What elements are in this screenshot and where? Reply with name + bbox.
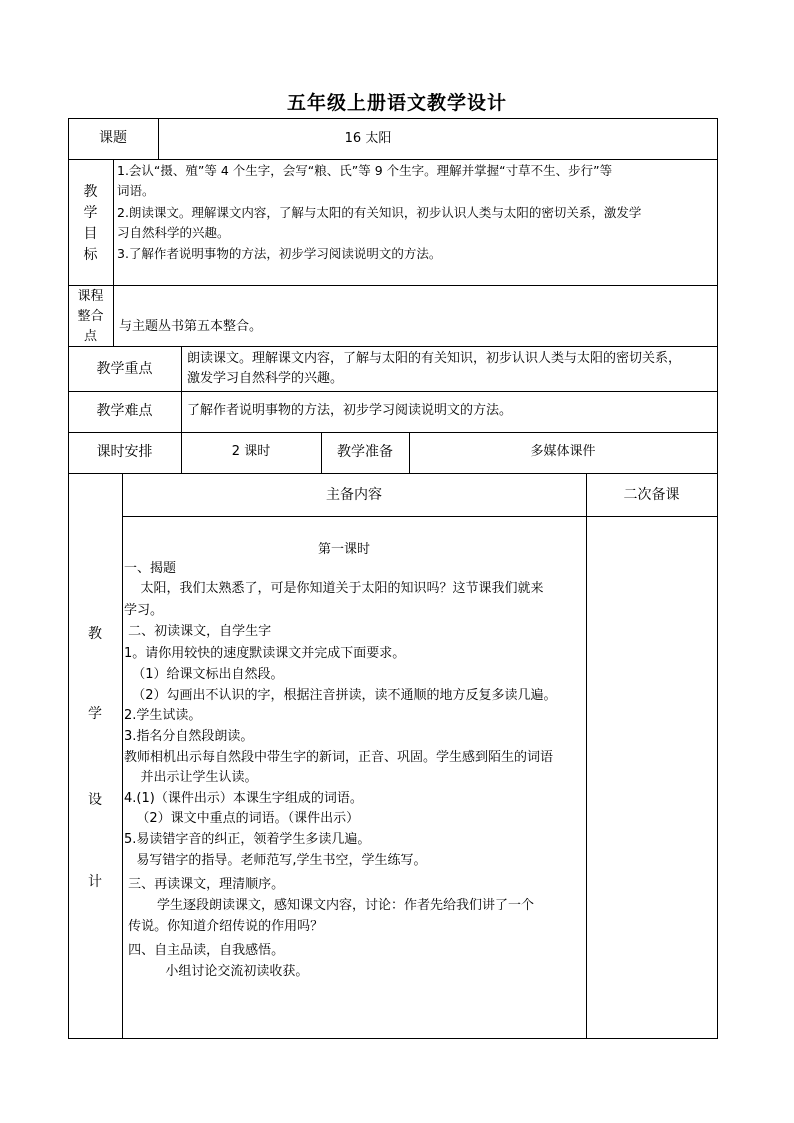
key-points-line: 朗读课文。理解课文内容，了解与太阳的有关知识，初步认识人类与太阳的密切关系， (187, 351, 682, 366)
objectives-line: 3.了解作者说明事物的方法，初步学习阅读说明文的方法。 (117, 246, 442, 261)
row-divider (68, 159, 718, 160)
design-line: 1。请你用较快的速度默读课文并完成下面要求。 (124, 646, 406, 661)
difficulties-value: 了解作者说明事物的方法，初步学习阅读说明文的方法。 (187, 403, 513, 418)
objectives-label-char: 学 (83, 205, 98, 221)
row-divider (68, 391, 718, 392)
objectives-label-char: 标 (83, 247, 98, 263)
design-line: 二、初读课文，自学生字 (124, 624, 272, 639)
integration-label-line: 整合 (77, 309, 104, 324)
col-divider (586, 473, 587, 1039)
key-points-label: 教学重点 (96, 361, 153, 377)
table-border-bottom (68, 1038, 718, 1039)
objectives-line: 2.朗读课文。理解课文内容，了解与太阳的有关知识，初步认识人类与太阳的密切关系，激发学 (117, 205, 642, 220)
row-divider (68, 285, 718, 286)
objectives-label-char: 目 (83, 226, 98, 242)
design-line: （1）给课文标出自然段。 (124, 667, 284, 682)
design-label-char: 教 (88, 626, 102, 642)
design-label-char: 计 (88, 874, 102, 890)
second-prep-header: 二次备课 (623, 487, 680, 503)
prep-value: 多媒体课件 (530, 444, 596, 459)
design-label-char: 学 (88, 706, 102, 722)
design-line: 学习。 (124, 603, 164, 618)
main-content-header: 主备内容 (326, 487, 382, 503)
row-divider (68, 346, 718, 347)
row-divider (68, 473, 718, 474)
objectives-label-char: 教 (83, 184, 98, 200)
design-line: 学生逐段朗读课文，感知课文内容，讨论：作者先给我们讲了一个 (124, 898, 535, 913)
design-line: 小组讨论交流初读收获。 (124, 964, 309, 979)
design-line: 并出示让学生认读。 (124, 770, 258, 785)
lesson-title: 第一课时 (317, 542, 370, 557)
design-line: 太阳，我们太熟悉了，可是你知道关于太阳的知识吗？这节课我们就来 (124, 581, 544, 596)
design-line: 3.指名分自然段朗读。 (124, 729, 254, 744)
objectives-line: 习自然科学的兴趣。 (117, 225, 230, 240)
schedule-label: 课时安排 (96, 444, 153, 460)
difficulties-label: 教学难点 (96, 403, 153, 419)
topic-value: 16 太阳 (344, 131, 392, 146)
row-divider (68, 432, 718, 433)
objectives-line: 词语。 (117, 183, 155, 198)
design-line: 教师相机出示每自然段中带生字的新词，正音、巩固。学生感到陌生的词语 (124, 750, 554, 765)
design-line: 传说。你知道介绍传说的作用吗？ (124, 919, 324, 934)
design-line: 三、再读课文，理清顺序。 (124, 877, 285, 892)
design-line: （2）课文中重点的词语。（课件出示） (124, 811, 360, 826)
design-line: （2）勾画出不认识的字，根据注音拼读，读不通顺的地方反复多读几遍。 (124, 688, 557, 703)
objectives-line: 1.会认“摄、殖”等 4 个生字，会写“粮、氏”等 9 个生字。理解并掌握“寸草不生、步行”等 (117, 163, 613, 178)
table-border-right (717, 118, 718, 1039)
table-border-top (68, 118, 718, 119)
design-line: 四、自主品读，自我感悟。 (124, 943, 285, 958)
design-label-char: 设 (88, 792, 102, 808)
col-divider (113, 159, 114, 347)
schedule-value: 2 课时 (231, 444, 271, 459)
integration-label-line: 课程 (77, 289, 104, 304)
design-line: 4.(1)（课件出示）本课生字组成的词语。 (124, 791, 363, 806)
design-line: 5.易读错字音的纠正，领着学生多读几遍。 (124, 832, 371, 847)
design-line: 一、揭题 (124, 561, 177, 576)
integration-value: 与主题丛书第五本整合。 (119, 319, 263, 334)
key-points-line: 激发学习自然科学的兴趣。 (187, 371, 344, 386)
design-line: 2.学生试读。 (124, 708, 202, 723)
integration-label-line: 点 (83, 329, 97, 344)
topic-label: 课题 (99, 130, 127, 146)
design-header-divider (122, 516, 718, 517)
page-title: 五年级上册语文教学设计 (286, 92, 507, 114)
design-line: 易写错字的指导。老师范写,学生书空，学生练写。 (124, 853, 427, 868)
prep-label: 教学准备 (337, 444, 393, 460)
